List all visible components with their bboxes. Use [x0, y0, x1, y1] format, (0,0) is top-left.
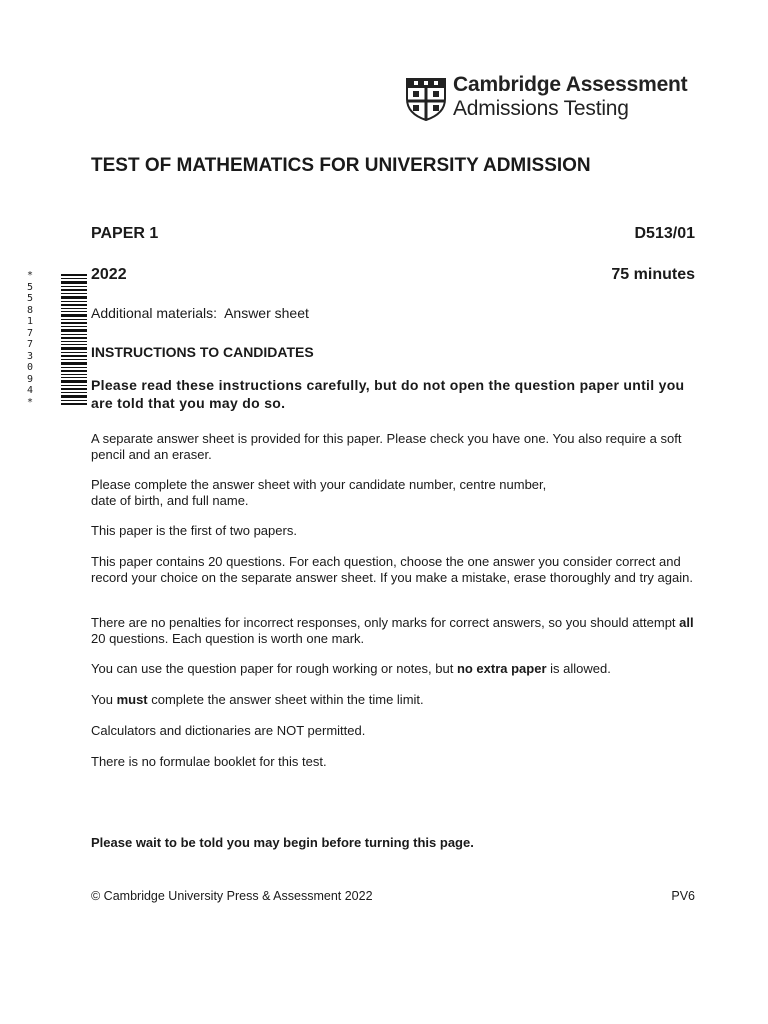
- instruction-penalties: There are no penalties for incorrect responses, only marks for correct answers, so you should attempt all 20 questions. Each question is worth one mark.: [91, 615, 694, 646]
- barcode-bars: [61, 274, 87, 406]
- barcode-number: * 5 5 8 1 7 7 3 0 9 4 *: [26, 270, 34, 408]
- paper-year: 2022: [91, 266, 127, 283]
- read-instructions-notice: Please read these instructions carefully, but do not open the question paper until you are told that you may do so.: [91, 377, 685, 411]
- candidate-barcode: [24, 270, 64, 408]
- additional-materials: Additional materials: Answer sheet: [91, 305, 309, 321]
- instruction-first-paper: This paper is the first of two papers.: [91, 523, 297, 538]
- instruction-rough-work: You can use the question paper for rough working or notes, but no extra paper is allowed.: [91, 661, 611, 676]
- org-logo: [405, 75, 705, 127]
- instruction-formulae: There is no formulae booklet for this test.: [91, 754, 327, 769]
- instructions-heading: INSTRUCTIONS TO CANDIDATES: [91, 344, 314, 360]
- paper-label: PAPER 1: [91, 225, 159, 242]
- copyright: © Cambridge University Press & Assessment 2022: [91, 889, 373, 903]
- paper-code: D513/01: [634, 225, 695, 242]
- instruction-question-count: This paper contains 20 questions. For each question, choose the one answer you consider correct and record your choice on the separate answer sheet. If you make a mistake, erase thoroughly and try again.: [91, 554, 693, 585]
- instruction-answer-sheet: A separate answer sheet is provided for this paper. Please check you have one. You also require a soft pencil and an eraser.: [91, 431, 682, 462]
- page-title: TEST OF MATHEMATICS FOR UNIVERSITY ADMISSION: [91, 155, 591, 176]
- instruction-time-limit: You must complete the answer sheet within the time limit.: [91, 692, 424, 707]
- instruction-calculators: Calculators and dictionaries are NOT permitted.: [91, 723, 366, 738]
- instruction-complete-details: Please complete the answer sheet with your candidate number, centre number, date of birth, and full name.: [91, 477, 547, 508]
- paper-duration: 75 minutes: [611, 266, 695, 283]
- org-name-line2: Admissions Testing: [453, 97, 629, 120]
- footer-code: PV6: [671, 889, 695, 903]
- org-name-line1: Cambridge Assessment: [453, 73, 688, 96]
- wait-notice: Please wait to be told you may begin before turning this page.: [91, 835, 474, 850]
- crest-icon: [405, 77, 447, 121]
